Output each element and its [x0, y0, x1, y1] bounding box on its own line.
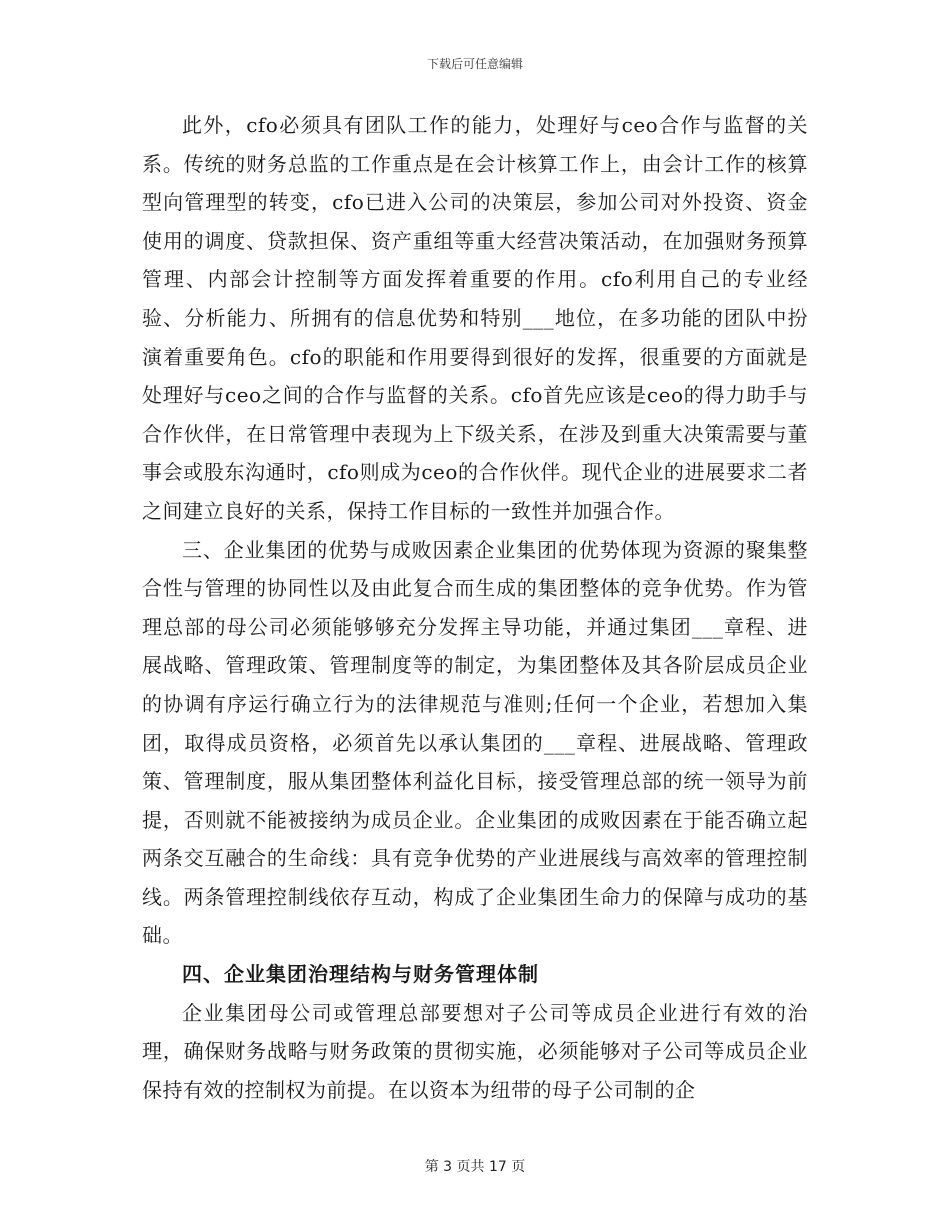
paragraph-governance-intro: 企业集团母公司或管理总部要想对子公司等成员企业进行有效的治理，确保财务战略与财务政策的贯彻实施，必须能够对子公司等成员企业保持有效的控制权为前提。在以资本为纽带的母子公司制的企: [142, 1000, 808, 1102]
page-header: 下载后可任意编辑: [426, 57, 523, 71]
document-body: [142, 106, 808, 1109]
paragraph-cfo-teamwork: 此外，cfo必须具有团队工作的能力，处理好与ceo合作与监督的关系。传统的财务总监的工作重点是在会计核算工作上，由会计工作的核算型向管理型的转变，cfo已进入公司的决策层，参加公司对外投资、资金使用的调度、贷款担保、资产重组等重大经营决策活动，在加强财务预算管理、内部会计控制等方面发挥着重要的作用。cfo利用自己的专业经验、分析能力、所拥有的信息优势和特别___地位，在多功能的团队中扮演着重要角色。cfo的职能和作用要得到很好的发挥，很重要的方面就是处理好与ceo之间的合作与监督的关系。cfo首先应该是ceo的得力助手与合作伙伴，在日常管理中表现为上下级关系，在涉及到重大决策需要与董事会或股东沟通时，cfo则成为ceo的合作伙伴。现代企业的进展要求二者之间建立良好的关系，保持工作目标的一致性并加强合作。: [142, 113, 808, 523]
section-heading-governance: 四、企业集团治理结构与财务管理体制: [182, 962, 539, 987]
paragraph-group-advantages: 三、企业集团的优势与成败因素企业集团的优势体现为资源的聚集整合性与管理的协同性以及由此复合而生成的集团整体的竞争优势。作为管理总部的母公司必须能够够充分发挥主导功能，并通过集团___章程、进展战略、管理政策、管理制度等的制定，为集团整体及其各阶层成员企业的协调有序运行确立行为的法律规范与准则;任何一个企业，若想加入集团，取得成员资格，必须首先以承认集团的___章程、进展战略、管理政策、管理制度，服从集团整体利益化目标，接受管理总部的统一领导为前提，否则就不能被接纳为成员企业。企业集团的成败因素在于能否确立起两条交互融合的生命线：具有竞争优势的产业进展线与高效率的管理控制线。两条管理控制线依存互动，构成了企业集团生命力的保障与成功的基础。: [142, 537, 808, 948]
page-number: 第 3 页共 17 页: [424, 1159, 526, 1175]
